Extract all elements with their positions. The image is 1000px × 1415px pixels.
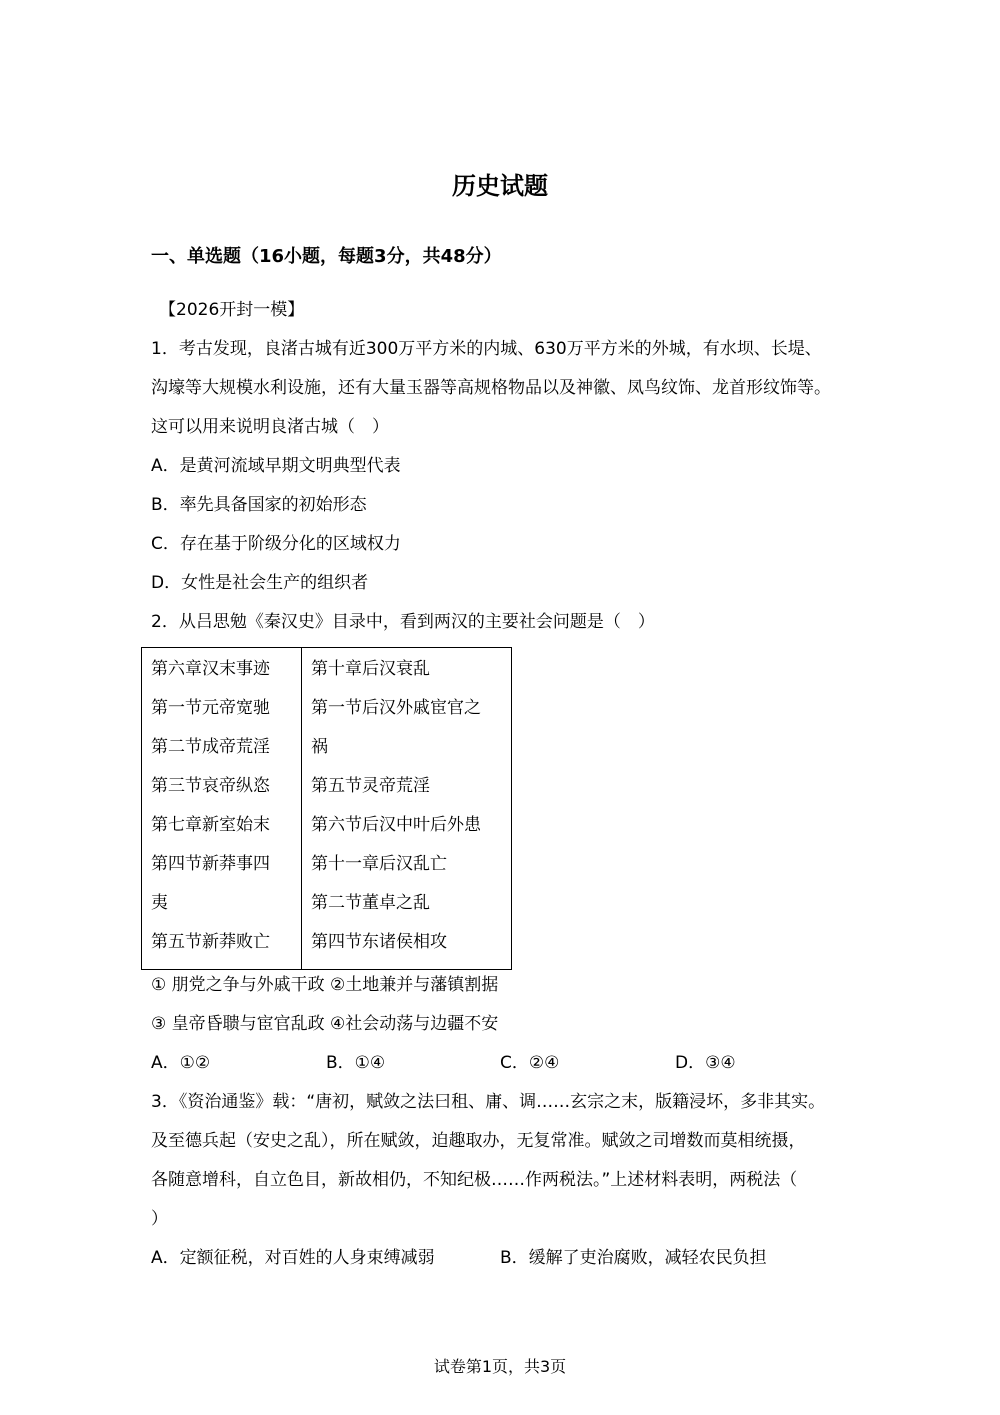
table-left-row-7: 夷 [151, 893, 168, 913]
q1-stem-line-3: 这可以用来说明良渚古城（ ） [151, 417, 389, 437]
q3-option-b: B．缓解了吏治腐败，减轻农民负担 [500, 1248, 767, 1268]
q1-stem-line-1: 1．考古发现，良渚古城有近300万平方米的内城、630万平方米的外城，有水坝、长堤、 [151, 339, 822, 359]
q3-stem-line-1: 3．《资治通鉴》载：“唐初，赋敛之法曰租、庸、调……玄宗之末，版籍浸坏，多非其实。 [151, 1092, 826, 1112]
q1-stem-line-2: 沟壕等大规模水利设施，还有大量玉器等高规格物品以及神徽、凤鸟纹饰、龙首形纹饰等。 [151, 378, 831, 398]
table-left-row-2: 第一节元帝宽驰 [151, 698, 270, 718]
q1-option-c: C．存在基于阶级分化的区域权力 [151, 534, 401, 554]
q2-option-a: A．①② [151, 1053, 211, 1073]
q3-stem-line-2: 及至德兵起（安史之乱），所在赋敛，迫趣取办，无复常准。赋敛之司增数而莫相统摄， [151, 1131, 806, 1151]
q3-stem-line-3: 各随意增科，自立色目，新故相仍，不知纪极……作两税法。”上述材料表明，两税法（ [151, 1170, 798, 1190]
table-right-row-4: 第五节灵帝荒淫 [311, 776, 430, 796]
table-divider [301, 648, 302, 969]
q1-option-a: A．是黄河流域早期文明典型代表 [151, 456, 401, 476]
page-title: 历史试题 [452, 172, 548, 200]
table-left-row-8: 第五节新莽败亡 [151, 932, 270, 952]
q2-stem: 2．从吕思勉《秦汉史》目录中，看到两汉的主要社会问题是（ ） [151, 612, 655, 632]
source-tag: 【2026开封一模】 [159, 300, 305, 320]
table-right-row-5: 第六节后汉中叶后外患 [311, 815, 481, 835]
table-right-row-3: 祸 [311, 737, 328, 757]
table-right-row-2: 第一节后汉外戚宦官之 [311, 698, 481, 718]
q3-option-a: A．定额征税，对百姓的人身束缚减弱 [151, 1248, 435, 1268]
section-heading: 一、单选题（16小题，每题3分，共48分） [151, 246, 502, 267]
table-left-row-4: 第三节哀帝纵恣 [151, 776, 270, 796]
q2-option-c: C．②④ [500, 1053, 560, 1073]
q3-stem-line-4: ） [151, 1209, 168, 1229]
q2-item-line-1: ① 朋党之争与外戚干政 ②土地兼并与藩镇割据 [151, 975, 499, 995]
q2-option-d: D．③④ [675, 1053, 736, 1073]
page-footer: 试卷第1页，共3页 [433, 1357, 567, 1376]
q2-option-b: B．①④ [326, 1053, 386, 1073]
q1-option-b: B．率先具备国家的初始形态 [151, 495, 367, 515]
table-right-row-6: 第十一章后汉乱亡 [311, 854, 447, 874]
table-right-row-7: 第二节董卓之乱 [311, 893, 430, 913]
q2-item-line-2: ③ 皇帝昏聩与宦官乱政 ④社会动荡与边疆不安 [151, 1014, 499, 1034]
table-right-row-8: 第四节东诸侯相攻 [311, 932, 447, 952]
q1-option-d: D．女性是社会生产的组织者 [151, 573, 369, 593]
table-right-row-1: 第十章后汉衰乱 [311, 659, 430, 679]
table-left-row-1: 第六章汉末事迹 [151, 659, 270, 679]
table-left-row-5: 第七章新室始末 [151, 815, 270, 835]
table-left-row-6: 第四节新莽事四 [151, 854, 270, 874]
q2-table [141, 647, 512, 970]
table-left-row-3: 第二节成帝荒淫 [151, 737, 270, 757]
